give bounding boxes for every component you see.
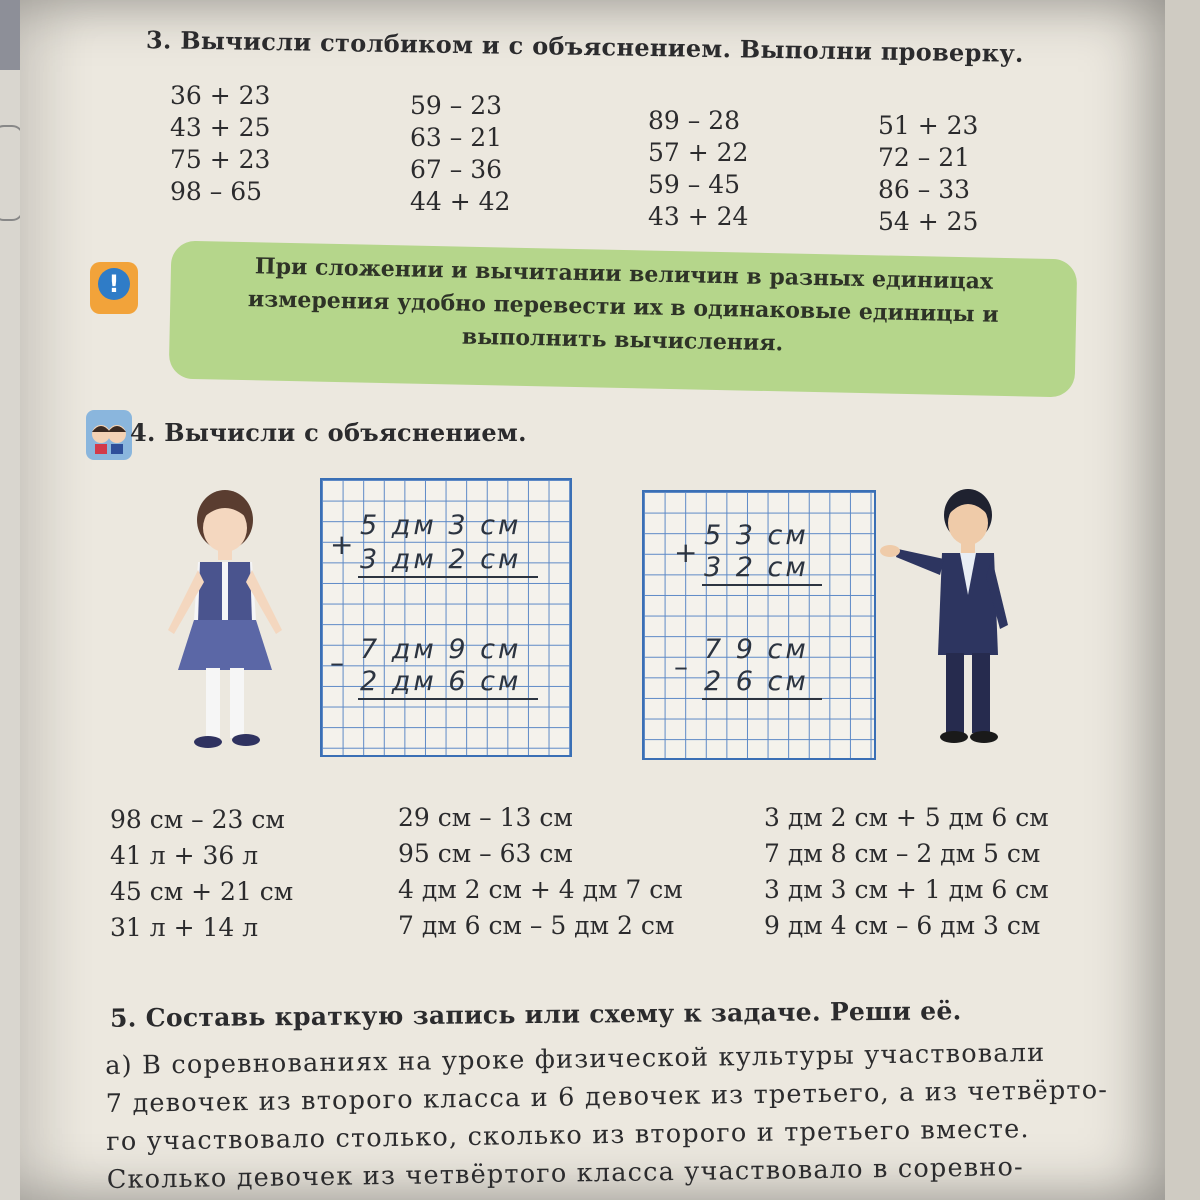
- minus-sign: –: [330, 646, 344, 679]
- exercise-4-column-3: [764, 800, 1049, 944]
- exercise-3-column-1: [170, 80, 270, 208]
- expression: 72 – 21: [878, 143, 971, 172]
- expression: 43 + 24: [648, 202, 749, 231]
- expression: 45 см + 21 см: [110, 877, 294, 906]
- minus-sign: –: [674, 650, 688, 683]
- handwritten-subtrahend: 2 дм 6 см: [360, 666, 522, 697]
- two-children-icon: [86, 410, 132, 460]
- difference-underline: [702, 698, 822, 700]
- attention-icon: [90, 262, 138, 314]
- plus-sign: +: [674, 536, 698, 569]
- handwritten-subtrahend: 2 6 см: [704, 666, 809, 697]
- expression: 59 – 23: [410, 91, 503, 120]
- exercise-4-column-1: [110, 802, 293, 946]
- expression: 7 дм 6 см – 5 дм 2 см: [398, 911, 675, 940]
- boy-illustration: [868, 485, 1028, 755]
- exercise-4-title: 4. Вычисли с объяснением.: [130, 418, 527, 447]
- rule-line: При сложении и вычитании величин в разных единицах: [254, 253, 994, 295]
- expression: 67 – 36: [410, 155, 503, 184]
- rule-box: [169, 241, 1078, 398]
- problem-line: Сколько девочек из четвёртого класса участвовало в соревно-: [106, 1152, 1025, 1195]
- girl-illustration: [150, 490, 300, 760]
- handwritten-addend-2: 3 2 см: [704, 552, 809, 583]
- grid-column-calculation-left: [320, 478, 572, 757]
- expression: 95 см – 63 см: [398, 839, 573, 868]
- expression: 51 + 23: [878, 111, 979, 140]
- exercise-3-title: 3. Вычисли столбиком и с объяснением. Выполни проверку.: [145, 25, 1024, 68]
- problem-line: 7 девочек из второго класса и 6 девочек из третьего, а из четвёрто-: [105, 1075, 1109, 1119]
- problem-line: го участвовало столько, сколько из второго и третьего вместе.: [106, 1114, 1030, 1157]
- problem-line: а) В соревнованиях на уроке физической культуры участвовали: [105, 1037, 1046, 1082]
- expression: 41 л + 36 л: [110, 841, 259, 870]
- rule-line: измерения удобно перевести их в одинаковые единицы и: [247, 286, 999, 328]
- pair-work-icon: [86, 410, 132, 460]
- exercise-3-column-4: [878, 110, 978, 238]
- plus-sign: +: [330, 528, 354, 561]
- difference-underline: [358, 698, 538, 700]
- sum-underline: [702, 584, 822, 586]
- expression: 44 + 42: [410, 187, 511, 216]
- handwritten-minuend: 7 дм 9 см: [360, 634, 522, 665]
- expression: 86 – 33: [878, 175, 971, 204]
- expression: 54 + 25: [878, 207, 979, 236]
- expression: 98 – 65: [170, 177, 263, 206]
- expression: 29 см – 13 см: [398, 803, 573, 832]
- handwritten-addend-2: 3 дм 2 см: [360, 544, 522, 575]
- exclamation-icon: !: [98, 268, 130, 300]
- handwritten-addend-1: 5 3 см: [704, 520, 809, 551]
- expression: 59 – 45: [648, 170, 741, 199]
- rule-line: выполнить вычисления.: [461, 323, 784, 357]
- expression: 63 – 21: [410, 123, 503, 152]
- expression: 3 дм 2 см + 5 дм 6 см: [764, 803, 1049, 832]
- expression: 57 + 22: [648, 138, 749, 167]
- expression: 9 дм 4 см – 6 дм 3 см: [764, 911, 1041, 940]
- expression: 3 дм 3 см + 1 дм 6 см: [764, 875, 1049, 904]
- handwritten-minuend: 7 9 см: [704, 634, 809, 665]
- sum-underline: [358, 576, 538, 578]
- expression: 98 см – 23 см: [110, 805, 285, 834]
- expression: 4 дм 2 см + 4 дм 7 см: [398, 875, 683, 904]
- expression: 36 + 23: [170, 81, 271, 110]
- exercise-5-problem-text: [105, 1033, 1109, 1199]
- exercise-4-column-2: [398, 800, 683, 944]
- rule-text: [169, 249, 1077, 367]
- expression: 75 + 23: [170, 145, 271, 174]
- next-page-edge: [1165, 0, 1200, 1200]
- expression: 7 дм 8 см – 2 дм 5 см: [764, 839, 1041, 868]
- grid-column-calculation-right: [642, 490, 876, 760]
- exercise-3-column-3: [648, 105, 748, 233]
- textbook-page: [20, 0, 1180, 1200]
- exercise-5-title: 5. Составь краткую запись или схему к задаче. Реши её.: [109, 996, 962, 1033]
- expression: 31 л + 14 л: [110, 913, 259, 942]
- handwritten-addend-1: 5 дм 3 см: [360, 510, 522, 541]
- expression: 43 + 25: [170, 113, 271, 142]
- exercise-3-column-2: [410, 90, 510, 218]
- expression: 89 – 28: [648, 106, 741, 135]
